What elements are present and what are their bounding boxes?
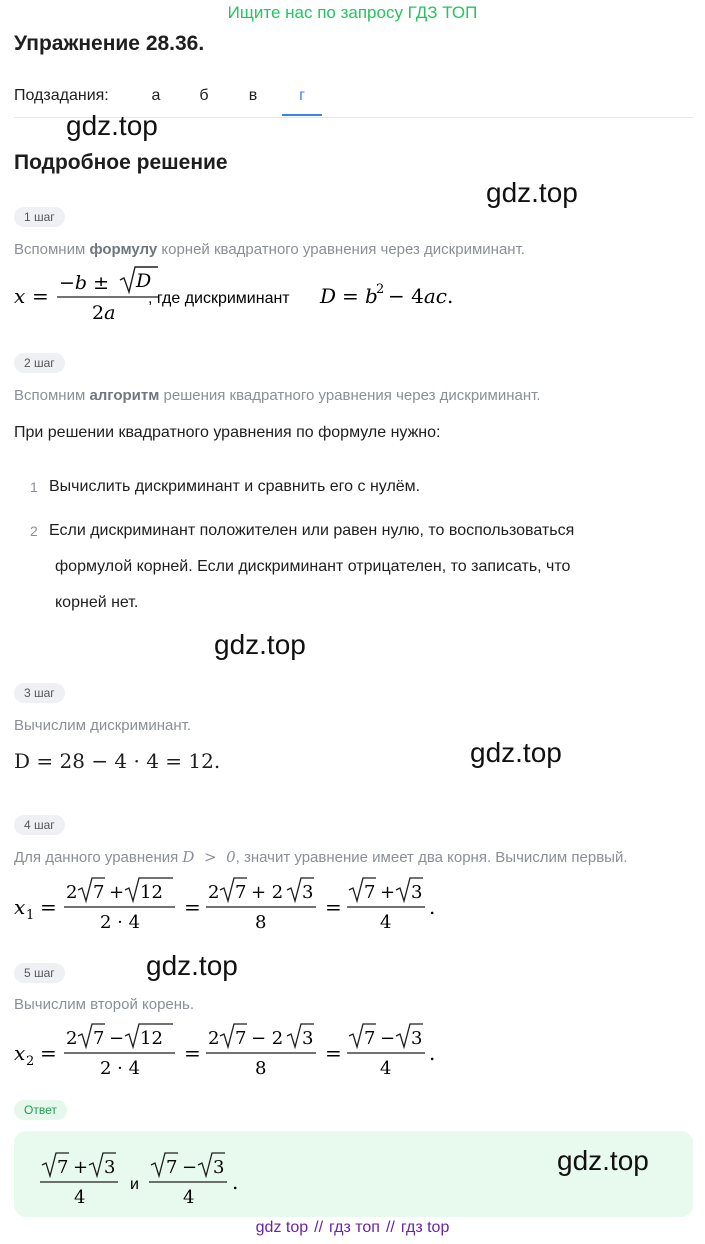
svg-text:−: − [182,1157,198,1178]
tab-v[interactable]: в [248,87,258,104]
footer-link[interactable]: гдз топ [329,1219,380,1236]
svg-text:3: 3 [213,1157,225,1178]
svg-text:− 4ac.: − 4ac. [388,284,454,308]
discriminant-formula: D = 28 − 4 · 4 = 12. [14,749,221,773]
svg-text:2: 2 [66,882,78,903]
svg-text:=: = [40,895,57,919]
formula-svg [12,264,472,324]
footer-links [0,1219,705,1237]
svg-text:4: 4 [74,1187,86,1208]
list-number: 1 [30,479,38,495]
list-item: Если дискриминант положителен или равен нулю, то воспользоваться [49,522,575,539]
svg-text:x: x [14,895,26,919]
svg-text:8: 8 [255,1058,267,1079]
list-item: Вычислить дискриминант и сравнить его с нулём. [49,478,421,495]
svg-text:3: 3 [302,1028,314,1049]
svg-text:2: 2 [66,1028,78,1049]
svg-text:4: 4 [183,1187,195,1208]
tab-g[interactable]: г [299,87,305,104]
quadratic-formula [12,264,472,329]
tab-b[interactable]: б [199,87,209,104]
svg-text:+: + [73,1157,89,1178]
svg-text:b: b [365,284,378,308]
footer-link[interactable]: gdz top [255,1219,309,1236]
answer-svg [38,1145,268,1209]
answer-badge: Ответ [14,1100,67,1120]
step-hint: Вычислим дискриминант. [14,717,191,734]
svg-text:2: 2 [26,1054,35,1069]
svg-text:x: x [14,284,26,308]
svg-text:12: 12 [140,882,163,903]
svg-text:2 · 4: 2 · 4 [100,1058,141,1079]
svg-text:x: x [14,1041,26,1065]
svg-text:3: 3 [411,1028,423,1049]
svg-text:=: = [325,895,342,919]
footer-separator: // [314,1219,324,1236]
step-badge: 2 шаг [14,353,65,373]
svg-text:7: 7 [57,1157,69,1178]
svg-text:, где дискриминант: , где дискриминант [148,290,290,307]
svg-text:=: = [184,895,201,919]
svg-text:2a: 2a [92,302,116,324]
svg-text:−b ±: −b ± [59,272,110,294]
svg-text:=: = [325,1041,342,1065]
svg-text:.: . [232,1170,239,1194]
svg-text:−: − [380,1028,396,1049]
step-hint: Для данного уравнения D > 0, значит уравнение имеет два корня. Вычислим первый. [14,848,628,866]
svg-text:7: 7 [166,1157,178,1178]
svg-text:4: 4 [380,912,392,933]
list-number: 2 [30,523,38,539]
step-intro: При решении квадратного уравнения по формуле нужно: [14,424,441,441]
svg-text:− 2: − 2 [251,1028,284,1049]
step-hint: Вспомним алгоритм решения квадратного уравнения через дискриминант. [14,387,541,404]
root2-formula [12,1016,452,1085]
svg-text:+ 2: + 2 [251,882,284,903]
svg-text:+: + [380,882,396,903]
svg-text:.: . [429,1041,436,1065]
svg-text:3: 3 [411,882,423,903]
svg-text:4: 4 [380,1058,392,1079]
list-item: корней нет. [55,594,139,611]
footer-link[interactable]: гдз top [400,1219,450,1236]
svg-text:12: 12 [140,1028,163,1049]
step-hint: Вспомним формулу корней квадратного уравнения через дискриминант. [14,241,525,258]
svg-text:=: = [184,1041,201,1065]
step-badge: 4 шаг [14,815,65,835]
svg-text:и: и [130,1176,139,1193]
watermark: gdz.top [557,1145,649,1176]
step-badge: 3 шаг [14,683,65,703]
svg-text:8: 8 [255,912,267,933]
svg-text:.: . [429,895,436,919]
watermark: gdz.top [470,737,562,768]
root1-svg [12,870,452,934]
svg-text:+: + [109,882,125,903]
tab-a[interactable]: а [151,87,161,104]
step-badge: 1 шаг [14,207,65,227]
svg-text:2: 2 [208,1028,220,1049]
watermark: gdz.top [66,110,158,141]
search-banner: Ищите нас по запросу ГДЗ ТОП [227,3,478,22]
svg-text:2: 2 [376,282,385,297]
svg-text:1: 1 [26,908,35,923]
svg-text:=: = [32,284,49,308]
svg-text:7: 7 [364,1028,376,1049]
active-tab-indicator [282,114,322,116]
svg-text:7: 7 [93,1028,105,1049]
section-title: Подробное решение [14,151,228,174]
svg-text:3: 3 [104,1157,116,1178]
root2-svg [12,1016,452,1080]
svg-text:7: 7 [235,882,247,903]
list-item: формулой корней. Если дискриминант отрицателен, то записать, что [55,558,571,575]
svg-text:D: D [320,284,337,308]
svg-text:D: D [136,270,152,292]
svg-text:3: 3 [302,882,314,903]
svg-text:=: = [40,1041,57,1065]
answer-box [14,1131,693,1217]
svg-text:7: 7 [235,1028,247,1049]
svg-text:−: − [109,1028,125,1049]
subtasks-label: Подзадания: [14,87,109,104]
footer-separator: // [385,1219,395,1236]
svg-text:2 · 4: 2 · 4 [100,912,141,933]
step-hint: Вычислим второй корень. [14,996,195,1013]
watermark: gdz.top [486,177,578,208]
svg-text:7: 7 [364,882,376,903]
watermark: gdz.top [146,950,238,981]
watermark: gdz.top [214,629,306,660]
root1-formula [12,870,452,939]
svg-text:=: = [342,284,359,308]
page-title: Упражнение 28.36. [14,32,205,55]
svg-text:7: 7 [93,882,105,903]
svg-text:2: 2 [208,882,220,903]
step-badge: 5 шаг [14,963,65,983]
